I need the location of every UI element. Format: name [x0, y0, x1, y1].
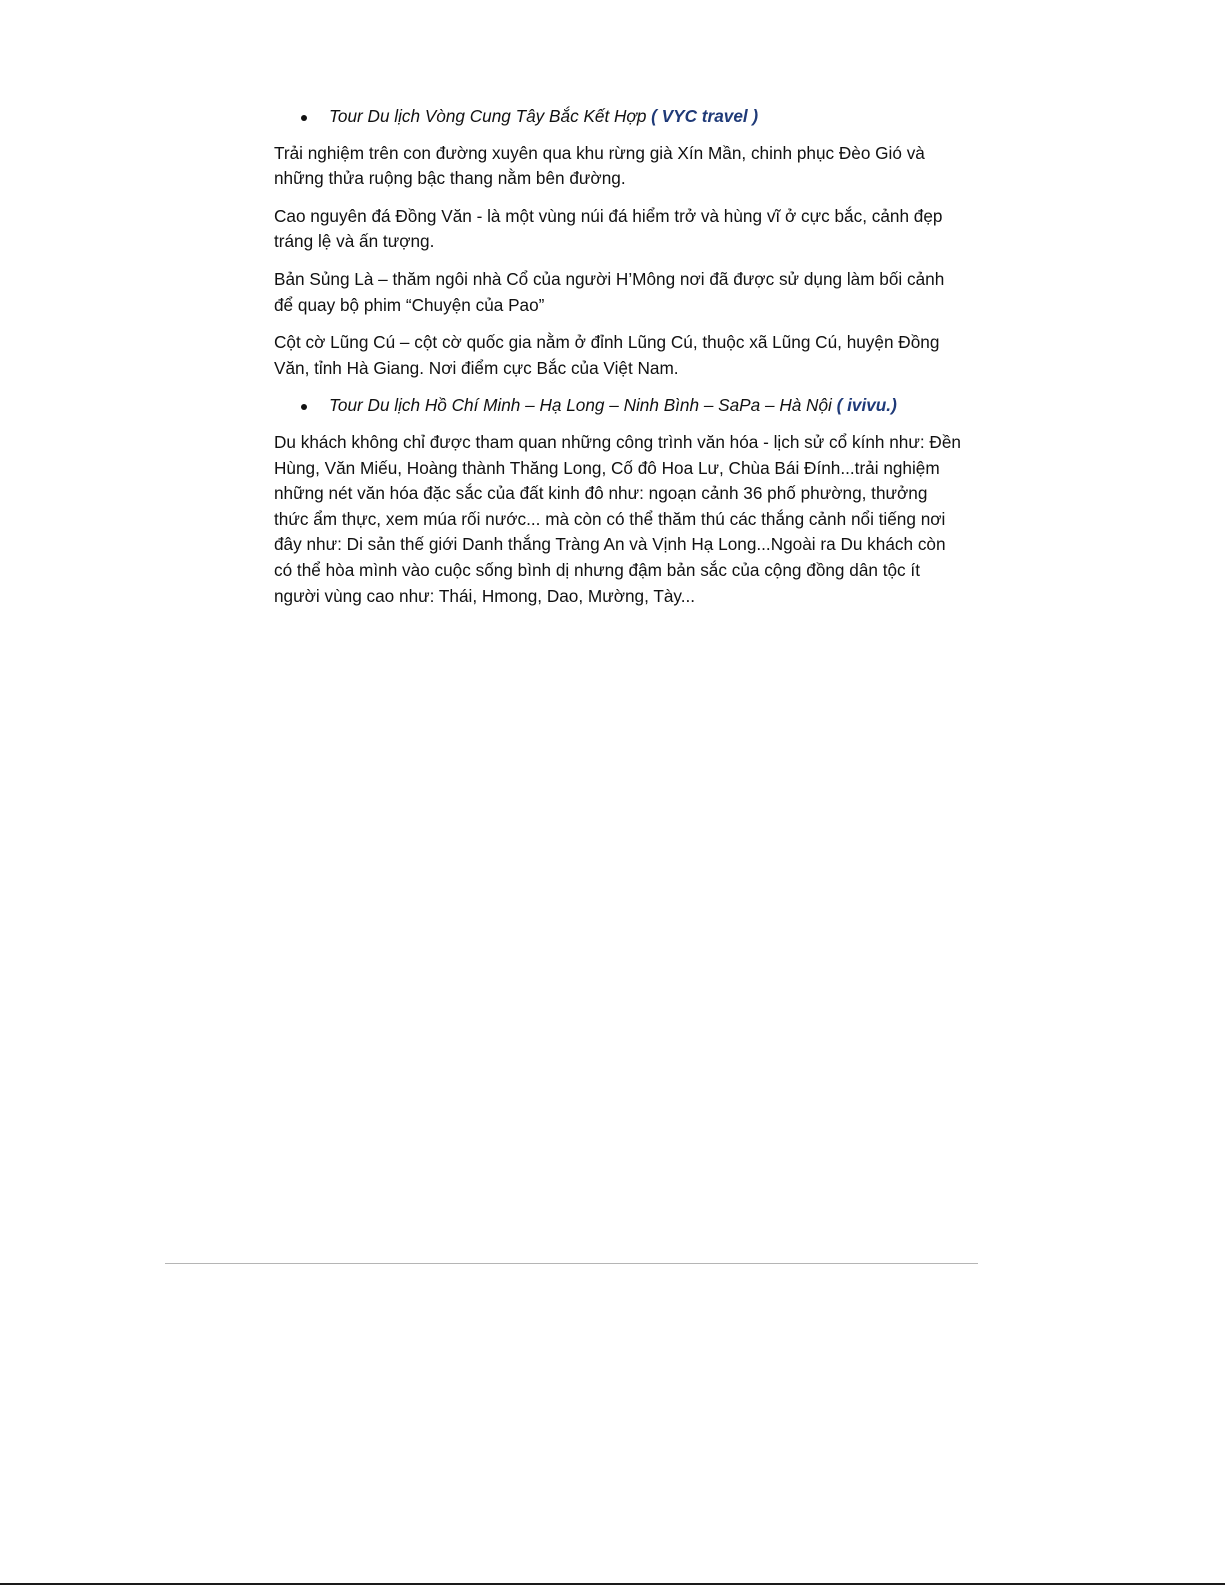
paragraph-dong-van: Cao nguyên đá Đồng Văn - là một vùng núi đá hiểm trở và hùng vĩ ở cực bắc, cảnh đẹp tráng lệ và ấn tượng.: [274, 205, 943, 252]
tour-source-link[interactable]: ( VYC travel ): [651, 106, 759, 126]
footer-divider: [165, 1263, 978, 1264]
paragraph-tour-description: Du khách không chỉ được tham quan những công trình văn hóa - lịch sử cổ kính như: Đền Hùng, Văn Miếu, Hoàng thành Thăng Long, Cố đô Hoa Lư, Chùa Bái Đính...trải nghiệm những nét văn hóa đặc sắc của đất kinh đô như: ngoạn cảnh 36 phố phường, thưởng thức ẩm thực, xem múa rối nước... mà còn có thể thăm thú các thắng cảnh nổi tiếng nơi đây như: Di sản thế giới Danh thắng Tràng An và Vịnh Hạ Long...Ngoài ra Du khách còn có thể hòa mình vào cuộc sống bình dị nhưng đậm bản sắc của cộng đồng dân tộc ít người vùng cao như: Thái, Hmong, Dao, Mường, Tày...: [274, 431, 961, 606]
paragraph-sung-la: Bản Sủng Là – thăm ngôi nhà Cổ của người H’Mông nơi đã được sử dụng làm bối cảnh để quay bộ phim “Chuyện của Pao”: [274, 268, 945, 315]
document-body: [274, 104, 964, 621]
tour-source-link[interactable]: ( ivivu.): [836, 395, 897, 416]
tour-heading-hcm-ha-noi: [274, 393, 964, 419]
paragraph-lung-cu: Cột cờ Lũng Cú – cột cờ quốc gia nằm ở đỉnh Lũng Cú, thuộc xã Lũng Cú, huyện Đồng Văn, tỉnh Hà Giang. Nơi điểm cực Bắc của Việt Nam.: [274, 332, 940, 378]
tour-title: Tour Du lịch Hồ Chí Minh – Hạ Long – Ninh Bình – SaPa – Hà Nội: [329, 395, 832, 416]
tour-heading-vong-cung-tay-bac: [274, 104, 964, 130]
paragraph-xin-man: Trải nghiệm trên con đường xuyên qua khu rừng già Xín Mần, chinh phục Đèo Gió và những thửa ruộng bậc thang nằm bên đường.: [274, 142, 925, 189]
tour-title: Tour Du lịch Vòng Cung Tây Bắc Kết Hợp: [329, 106, 647, 126]
bullet-icon: [301, 115, 307, 121]
bullet-icon: [301, 404, 307, 410]
